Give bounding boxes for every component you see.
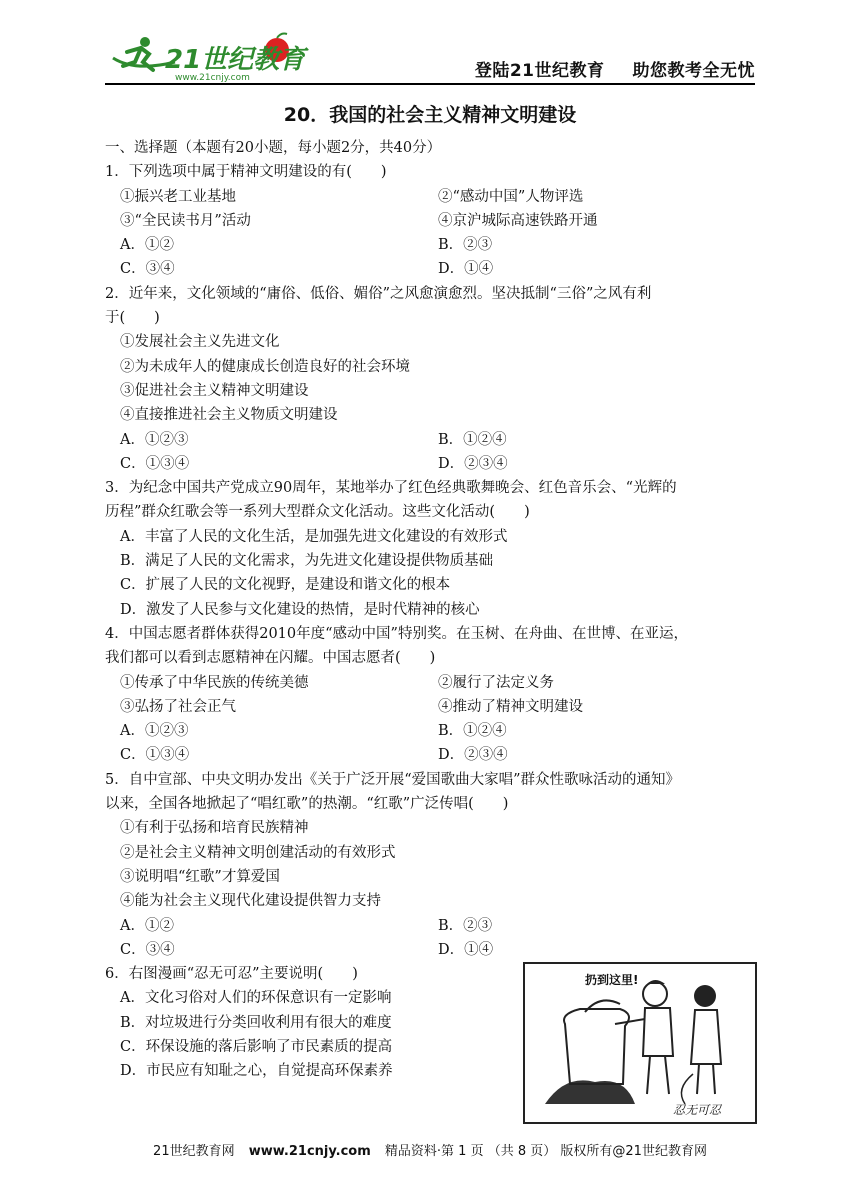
item: ③说明唱“红歌”才算爱国 bbox=[120, 868, 280, 885]
cartoon-speech: 扔到这里! bbox=[585, 973, 639, 987]
question-stem: 历程”群众红歌会等一系列大型群众文化活动。这些文化活动( ) bbox=[105, 504, 530, 521]
option-row bbox=[105, 428, 757, 452]
option-row bbox=[105, 452, 757, 476]
option-row bbox=[105, 743, 757, 767]
question-stem: 6．右图漫画“忍无可忍”主要说明( ) bbox=[105, 966, 358, 983]
item-row bbox=[105, 185, 757, 209]
option: A．丰富了人民的文化生活，是加强先进文化建设的有效形式 bbox=[120, 528, 508, 545]
page-footer bbox=[0, 1140, 860, 1159]
option: B．①②④ bbox=[438, 723, 507, 740]
option: A．文化习俗对人们的环保意识有一定影响 bbox=[120, 990, 392, 1007]
item: ②“感动中国”人物评选 bbox=[438, 188, 584, 205]
logo-url: www.21cnjy.com bbox=[175, 73, 250, 82]
item: ②是社会主义精神文明创建活动的有效形式 bbox=[120, 844, 396, 861]
item: ④直接推进社会主义物质文明建设 bbox=[120, 407, 338, 424]
option: B．对垃圾进行分类回收利用有很大的难度 bbox=[120, 1014, 392, 1031]
item: ②履行了法定义务 bbox=[438, 674, 554, 691]
item-row bbox=[105, 209, 757, 233]
item: ④京沪城际高速铁路开通 bbox=[438, 212, 598, 229]
item: ③“全民读书月”活动 bbox=[120, 212, 251, 229]
option: C．③④ bbox=[120, 941, 175, 958]
footer-page: 精品资料·第 1 页 （共 8 页） bbox=[384, 1144, 557, 1159]
item: ①发展社会主义先进文化 bbox=[120, 334, 280, 351]
option: B．满足了人民的文化需求，为先进文化建设提供物质基础 bbox=[120, 553, 494, 570]
page-title: 20．我国的社会主义精神文明建设 bbox=[283, 104, 577, 126]
item: ②为未成年人的健康成长创造良好的社会环境 bbox=[120, 358, 410, 375]
option-row bbox=[105, 719, 757, 743]
option: C．扩展了人民的文化视野，是建设和谐文化的根本 bbox=[120, 577, 451, 594]
option: D．激发了人民参与文化建设的热情，是时代精神的核心 bbox=[120, 601, 480, 618]
footer-copyright: 版权所有@21世纪教育网 bbox=[560, 1144, 707, 1159]
option: D．②③④ bbox=[438, 455, 508, 472]
question-content bbox=[105, 136, 757, 1084]
page-header bbox=[105, 32, 755, 84]
option: C．①③④ bbox=[120, 747, 190, 764]
option-row bbox=[105, 233, 757, 257]
option: C．环保设施的落后影响了市民素质的提高 bbox=[120, 1038, 393, 1055]
slogan-right: 助您教考全无忧 bbox=[632, 61, 755, 81]
option: B．①②④ bbox=[438, 431, 507, 448]
header-slogan bbox=[447, 56, 755, 81]
slogan-left: 登陆21世纪教育 bbox=[474, 61, 605, 81]
logo-graphic bbox=[105, 32, 315, 82]
option: A．①②③ bbox=[120, 431, 189, 448]
option: D．②③④ bbox=[438, 747, 508, 764]
cartoon-caption: 忍无可忍 bbox=[673, 1103, 722, 1117]
option: B．②③ bbox=[438, 917, 493, 934]
question-stem: 以来，全国各地掀起了“唱红歌”的热潮。“红歌”广泛传唱( ) bbox=[105, 796, 509, 813]
option: A．①② bbox=[120, 237, 174, 254]
question-stem: 2．近年来，文化领域的“庸俗、低俗、媚俗”之风愈演愈烈。坚决抵制“三俗”之风有利 bbox=[105, 285, 652, 302]
footer-left: 21世纪教育网 bbox=[153, 1144, 235, 1159]
question-stem: 于( ) bbox=[105, 310, 160, 327]
cartoon-drawing bbox=[525, 964, 755, 1122]
cartoon-image bbox=[523, 962, 757, 1124]
item: ①传承了中华民族的传统美德 bbox=[120, 674, 309, 691]
option: A．①②③ bbox=[120, 723, 189, 740]
item: ③弘扬了社会正气 bbox=[120, 698, 236, 715]
logo-text: 21世纪教育 bbox=[165, 45, 306, 75]
option: D．①④ bbox=[438, 941, 494, 958]
question-stem: 4．中国志愿者群体获得2010年度“感动中国”特别奖。在玉树、在舟曲、在世博、在亚运， bbox=[105, 625, 688, 642]
item-row bbox=[105, 695, 757, 719]
option: B．②③ bbox=[438, 237, 493, 254]
item: ④推动了精神文明建设 bbox=[438, 698, 583, 715]
question-stem: 1．下列选项中属于精神文明建设的有( ) bbox=[105, 164, 387, 181]
question-stem: 5．自中宣部、中央文明办发出《关于广泛开展“爱国歌曲大家唱”群众性歌咏活动的通知》 bbox=[105, 771, 681, 788]
logo[interactable] bbox=[105, 32, 315, 82]
header-divider bbox=[105, 83, 755, 85]
option-row bbox=[105, 257, 757, 281]
item: ③促进社会主义精神文明建设 bbox=[120, 382, 309, 399]
option: D．市民应有知耻之心，自觉提高环保素养 bbox=[120, 1063, 393, 1080]
option: D．①④ bbox=[438, 261, 494, 278]
option-row bbox=[105, 914, 757, 938]
option-row bbox=[105, 938, 757, 962]
item: ①振兴老工业基地 bbox=[120, 188, 236, 205]
question-stem: 3．为纪念中国共产党成立90周年，某地举办了红色经典歌舞晚会、红色音乐会、“光辉的 bbox=[105, 480, 677, 497]
item-row bbox=[105, 671, 757, 695]
question-stem: 我们都可以看到志愿精神在闪耀。中国志愿者( ) bbox=[105, 650, 436, 667]
option: C．①③④ bbox=[120, 455, 190, 472]
footer-site-link[interactable]: www.21cnjy.com bbox=[248, 1144, 371, 1159]
option: A．①② bbox=[120, 917, 174, 934]
item: ①有利于弘扬和培育民族精神 bbox=[120, 820, 309, 837]
question-6 bbox=[105, 962, 505, 1083]
option: C．③④ bbox=[120, 261, 175, 278]
section-heading: 一、选择题（本题有20小题，每小题2分，共40分） bbox=[105, 140, 442, 156]
item: ④能为社会主义现代化建设提供智力支持 bbox=[120, 893, 381, 910]
